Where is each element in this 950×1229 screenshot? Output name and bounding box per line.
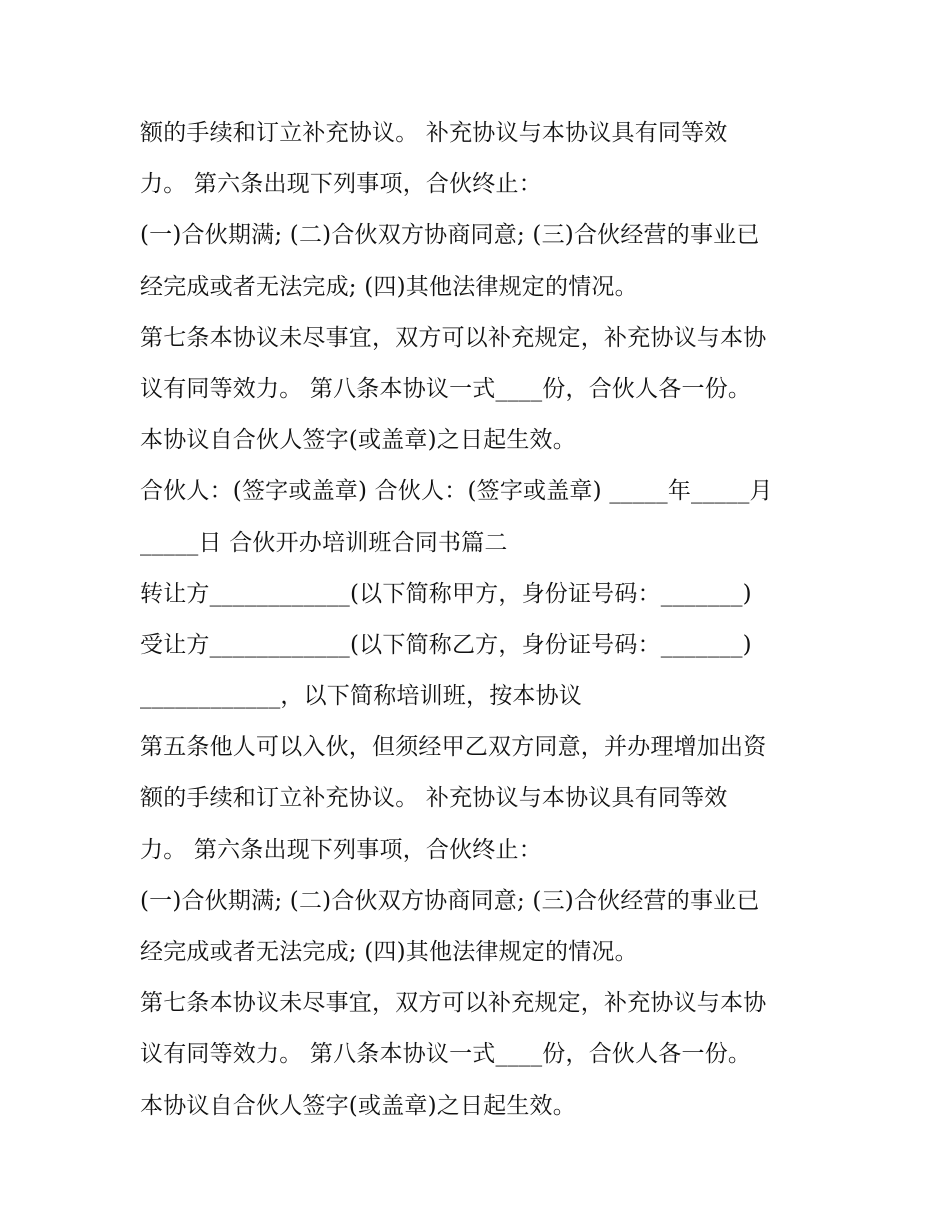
text-line-19: 议有同等效力。 第八条本协议一式____份，合伙人各一份。	[140, 1041, 752, 1068]
document-body	[140, 108, 840, 1132]
text-line-2: 力。 第六条出现下列事项，合伙终止：	[140, 171, 542, 198]
text-line-1: 额的手续和订立补充协议。 补充协议与本协议具有同等效	[140, 120, 728, 146]
text-line-16: (一)合伙期满; (二)合伙双方协商同意; (三)合伙经营的事业已	[140, 887, 760, 914]
text-line-11: 受让方____________(以下简称乙方，身份证号码：_______)	[140, 631, 752, 658]
text-line-14: 额的手续和订立补充协议。 补充协议与本协议具有同等效	[140, 785, 728, 812]
text-line-18: 第七条本协议未尽事宜，双方可以补充规定，补充协议与本协	[140, 990, 767, 1017]
text-line-15: 力。 第六条出现下列事项，合伙终止：	[140, 836, 542, 863]
text-line-3: (一)合伙期满; (二)合伙双方协商同意; (三)合伙经营的事业已	[140, 222, 760, 249]
text-line-4: 经完成或者无法完成; (四)其他法律规定的情况。	[140, 273, 638, 300]
text-line-20: 本协议自合伙人签字(或盖章)之日起生效。	[140, 1092, 576, 1119]
text-line-9: _____日 合伙开办培训班合同书篇二	[140, 529, 508, 556]
text-line-13: 第五条他人可以入伙，但须经甲乙双方同意，并办理增加出资	[140, 734, 767, 761]
text-line-6: 议有同等效力。 第八条本协议一式____份，合伙人各一份。	[140, 375, 752, 402]
text-line-8: 合伙人：(签字或盖章) 合伙人：(签字或盖章) _____年_____月	[140, 478, 773, 505]
text-line-12: ____________，以下简称培训班，按本协议	[140, 683, 582, 710]
text-line-17: 经完成或者无法完成; (四)其他法律规定的情况。	[140, 939, 638, 965]
text-line-5: 第七条本协议未尽事宜，双方可以补充规定，补充协议与本协	[140, 324, 767, 351]
text-line-10: 转让方____________(以下简称甲方，身份证号码：_______)	[140, 580, 752, 607]
text-line-7: 本协议自合伙人签字(或盖章)之日起生效。	[140, 427, 576, 454]
